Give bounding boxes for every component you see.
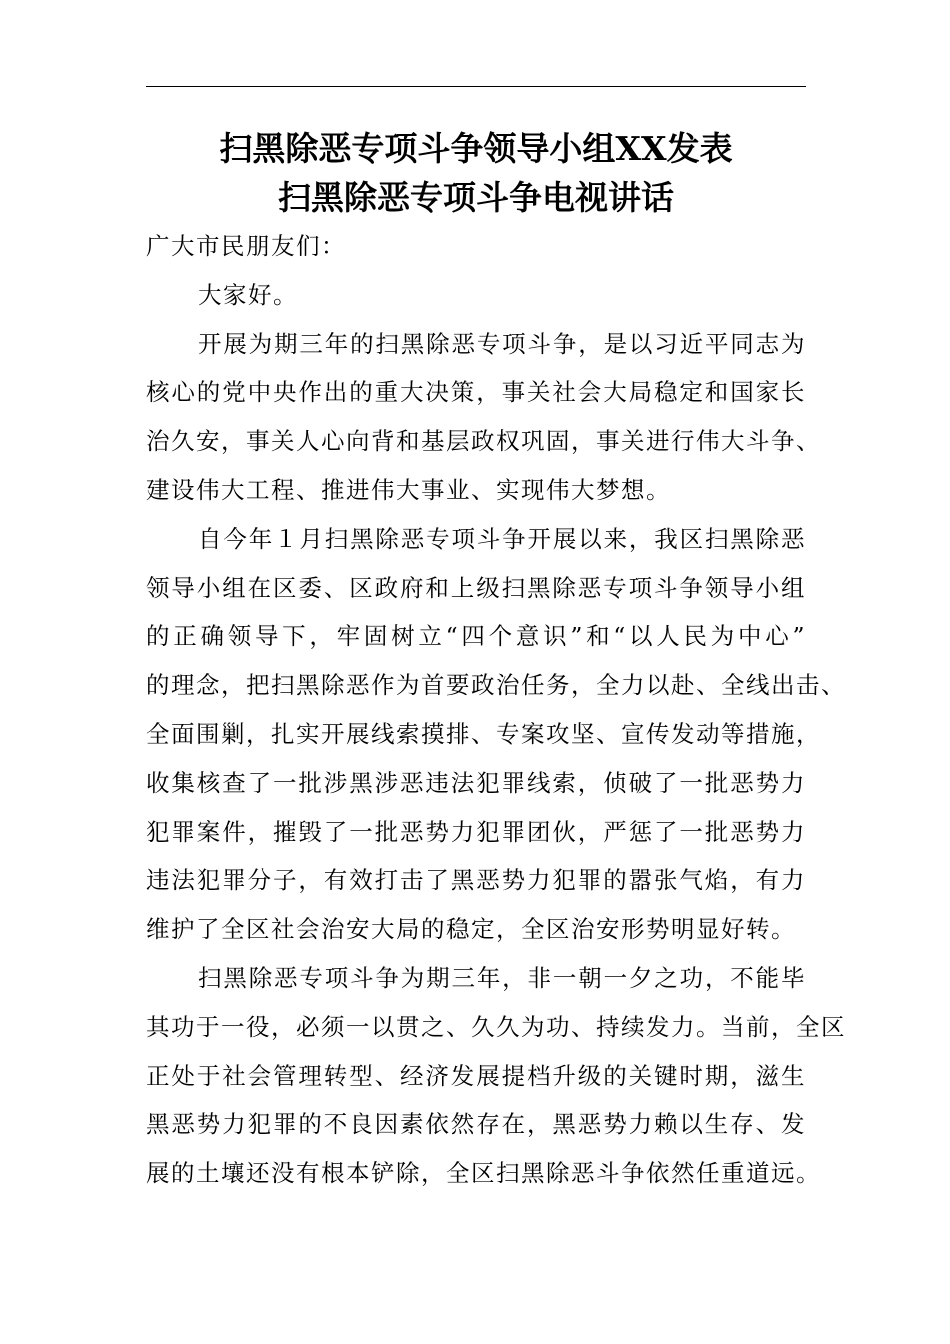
paragraph-line: 其功于一役，必须一以贯之、久久为功、持续发力。当前，全区 [146, 1012, 846, 1041]
paragraph-line: 展的土壤还没有根本铲除，全区扫黑除恶斗争依然任重道远。 [146, 1159, 821, 1188]
paragraph-line: 违法犯罪分子，有效打击了黑恶势力犯罪的嚣张气焰，有力 [146, 866, 806, 895]
paragraph-line: 犯罪案件，摧毁了一批恶势力犯罪团伙，严惩了一批恶势力 [146, 817, 806, 846]
paragraph-line: 扫黑除恶专项斗争为期三年，非一朝一夕之功，不能毕 [198, 963, 806, 992]
paragraph-1 [146, 320, 821, 515]
document-body [146, 222, 846, 1198]
salutation: 广大市民朋友们： [146, 232, 346, 260]
document-title-line-2: 扫黑除恶专项斗争电视讲话 [278, 178, 674, 217]
paragraph-line: 建设伟大工程、推进伟大事业、实现伟大梦想。 [146, 475, 671, 504]
paragraph-line: 领导小组在区委、区政府和上级扫黑除恶专项斗争领导小组 [146, 573, 806, 602]
document-title-line-1: 扫黑除恶专项斗争领导小组XX发表 [219, 129, 733, 168]
greeting: 大家好。 [198, 280, 298, 309]
paragraph-line: 的理念，把扫黑除恶作为首要政治任务，全力以赴、全线出击、 [146, 671, 846, 700]
paragraph-2 [146, 515, 846, 954]
paragraph-line: 的正确领导下，牢固树立“四个意识”和“以人民为中心” [146, 622, 806, 651]
paragraph-line: 自今年１月扫黑除恶专项斗争开展以来，我区扫黑除恶 [198, 524, 806, 553]
paragraph-line: 核心的党中央作出的重大决策，事关社会大局稳定和国家长 [146, 378, 806, 407]
paragraph-line: 开展为期三年的扫黑除恶专项斗争，是以习近平同志为 [198, 329, 806, 358]
paragraph-line: 黑恶势力犯罪的不良因素依然存在，黑恶势力赖以生存、发 [146, 1110, 806, 1139]
paragraph-line: 正处于社会管理转型、经济发展提档升级的关键时期，滋生 [146, 1061, 806, 1090]
header-rule [146, 86, 806, 87]
paragraph-line: 收集核查了一批涉黑涉恶违法犯罪线索，侦破了一批恶势力 [146, 768, 806, 797]
paragraph-line: 治久安，事关人心向背和基层政权巩固，事关进行伟大斗争、 [146, 427, 821, 456]
paragraph-line: 维护了全区社会治安大局的稳定，全区治安形势明显好转。 [146, 915, 796, 944]
paragraph-line: 全面围剿，扎实开展线索摸排、专案攻坚、宣传发动等措施， [146, 719, 821, 748]
paragraph-3 [146, 954, 846, 1198]
